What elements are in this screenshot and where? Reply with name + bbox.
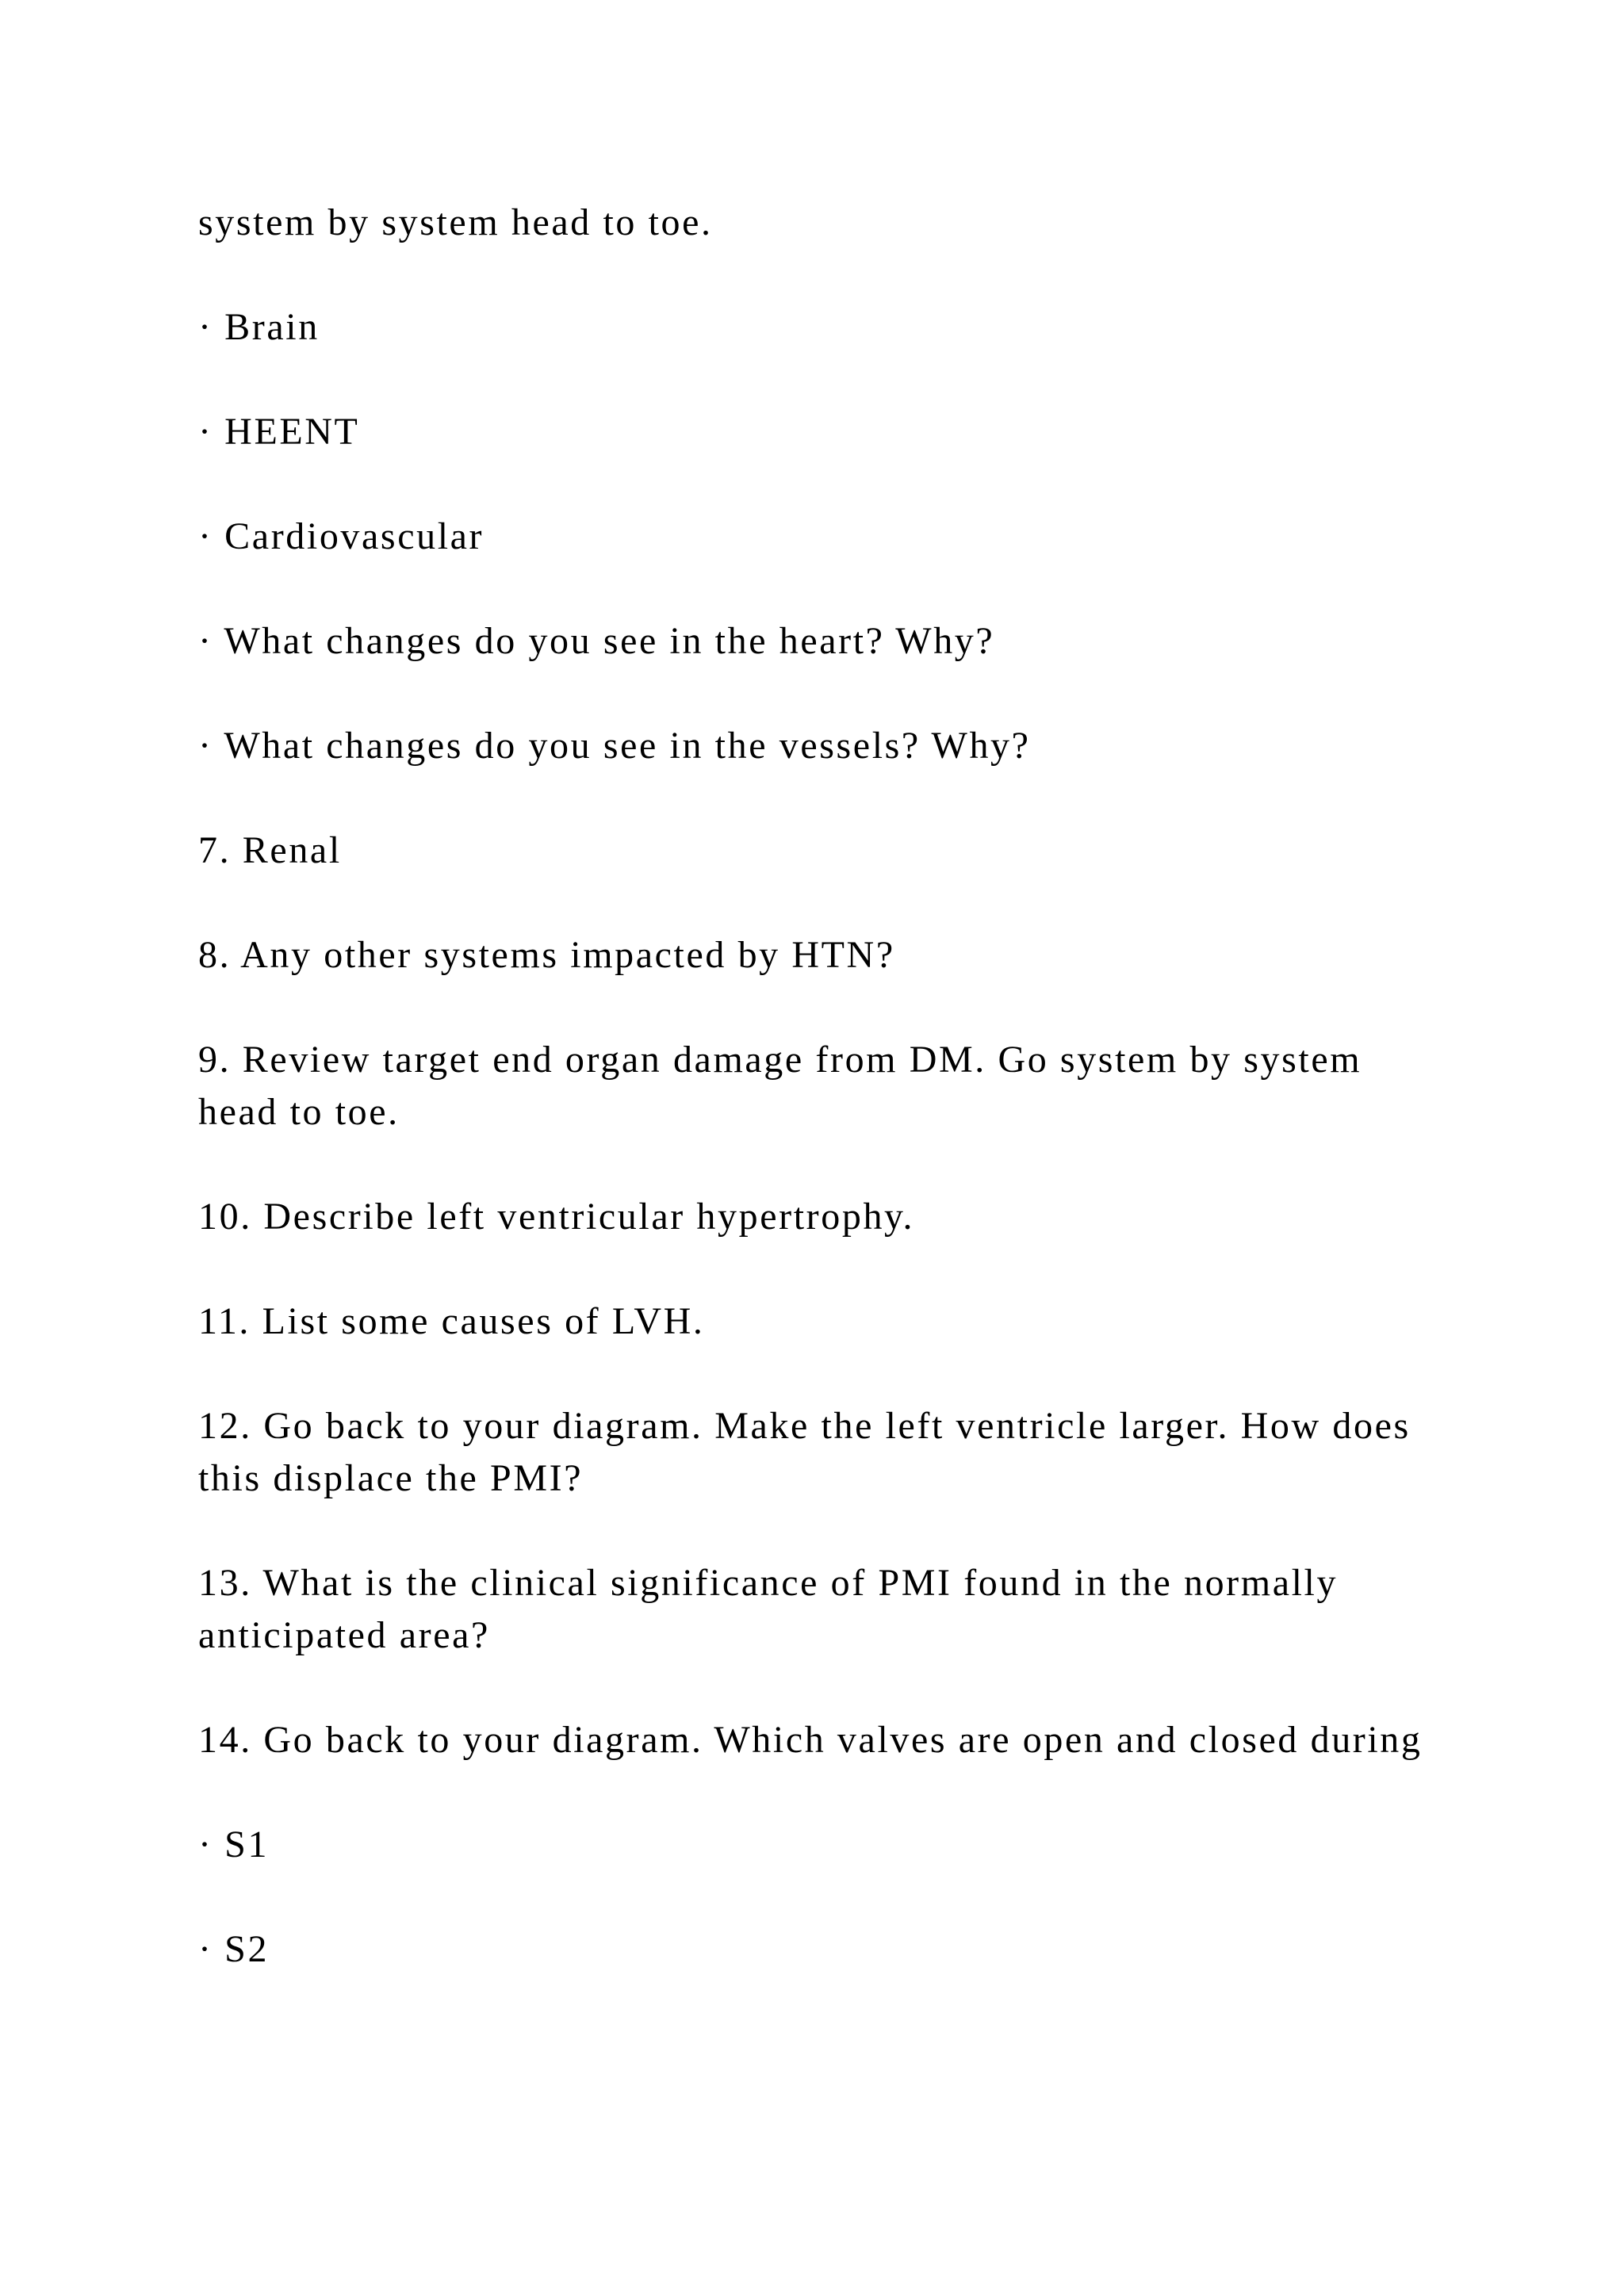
item-8-other-systems: 8. Any other systems impacted by HTN?: [198, 934, 895, 976]
item-13-pmi-significance: 13. What is the clinical significance of PMI found in the normally anticipated area?: [198, 1562, 1339, 1656]
bullet-s2: · S2: [198, 1928, 270, 1970]
bullet-s1: · S1: [198, 1823, 270, 1866]
document-body: [198, 197, 1435, 1976]
bullet-heart-changes: · What changes do you see in the heart? Why?: [198, 620, 995, 662]
item-9-dm-organ-damage: 9. Review target end organ damage from DM. Go system by system head to toe.: [198, 1039, 1362, 1133]
bullet-vessel-changes: · What changes do you see in the vessels? Why?: [198, 725, 1031, 767]
item-11-lvh-causes: 11. List some causes of LVH.: [198, 1300, 705, 1342]
item-10-lvh-description: 10. Describe left ventricular hypertrophy.: [198, 1196, 915, 1238]
bullet-heent: · HEENT: [198, 411, 360, 453]
bullet-brain: · Brain: [198, 306, 320, 348]
item-14-valves: 14. Go back to your diagram. Which valves are open and closed during: [198, 1719, 1423, 1761]
item-12-pmi-displacement: 12. Go back to your diagram. Make the left ventricle larger. How does this displace the PMI?: [198, 1405, 1411, 1499]
paragraph-intro-continuation: system by system head to toe.: [198, 201, 713, 243]
bullet-cardiovascular: · Cardiovascular: [198, 515, 485, 557]
item-7-renal: 7. Renal: [198, 829, 342, 871]
